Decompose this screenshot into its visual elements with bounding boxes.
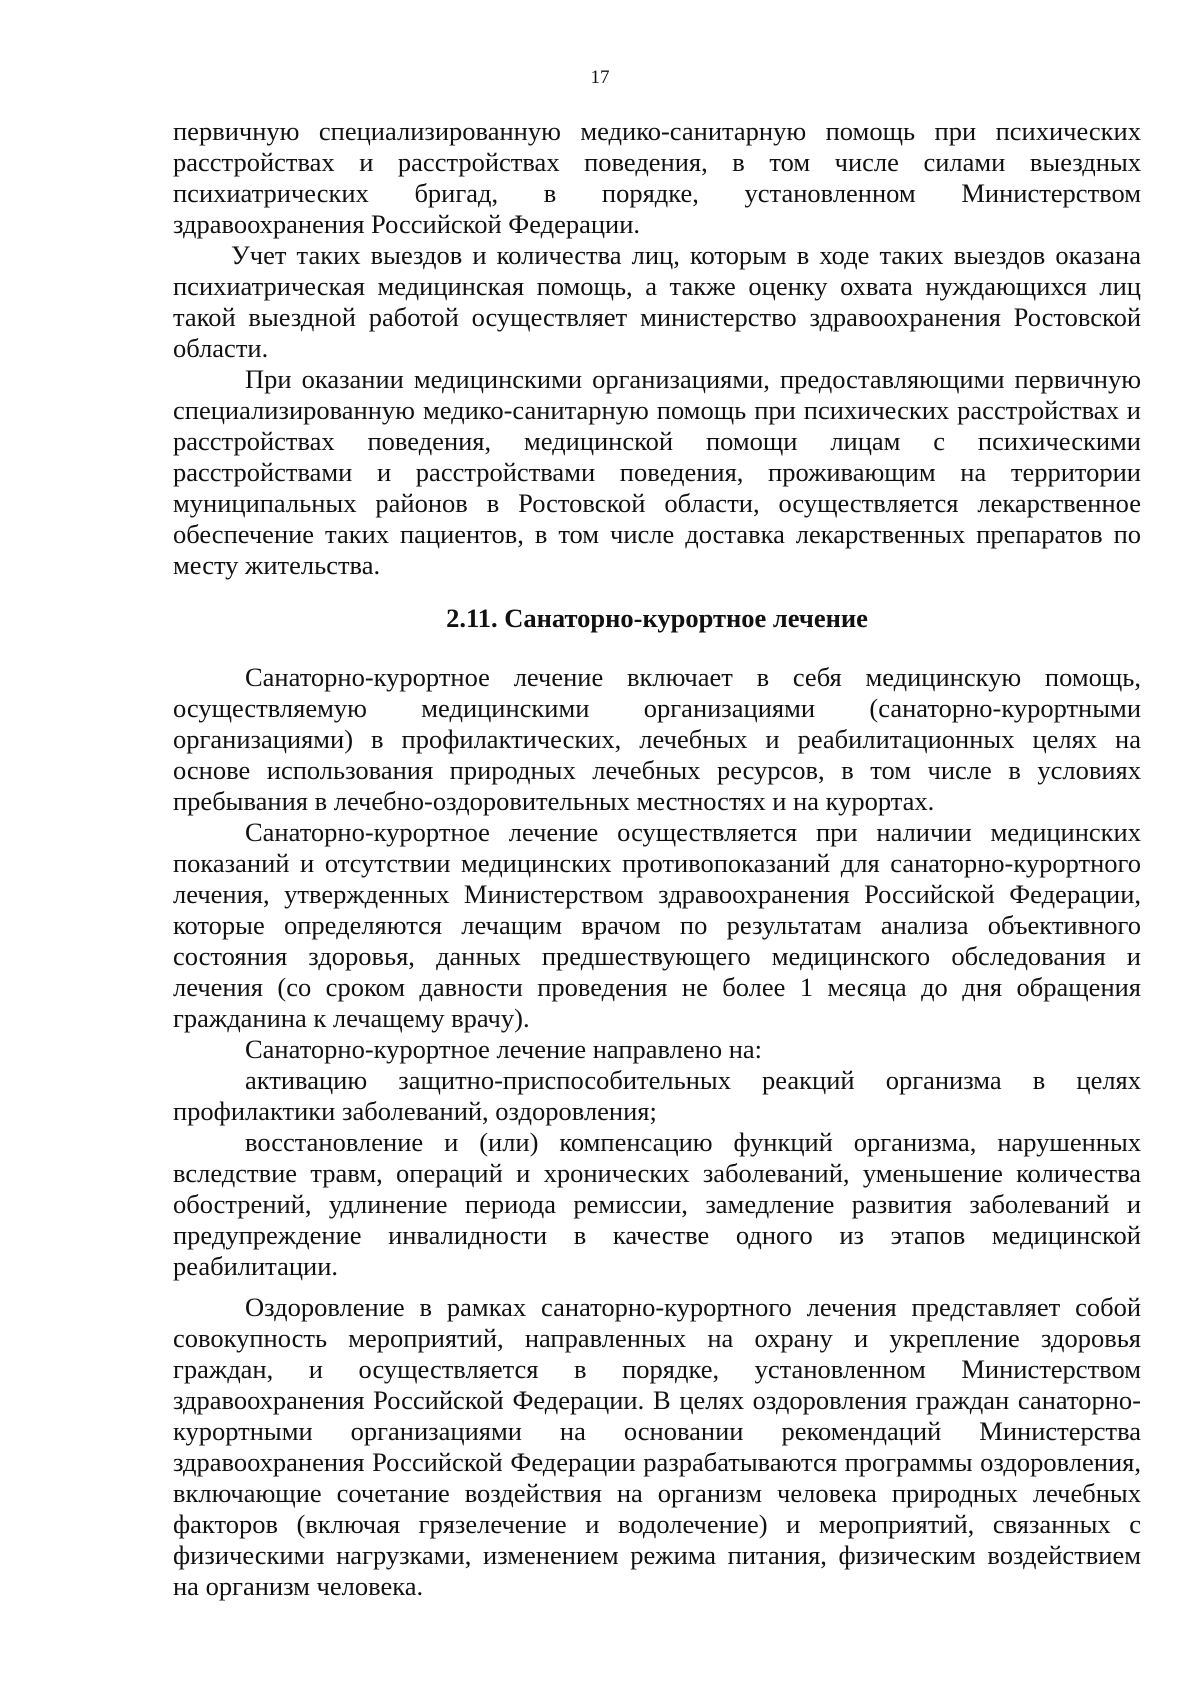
- document-body: [173, 116, 1141, 1602]
- paragraph-sanatorium-indications: Санаторно-курортное лечение осуществляется при наличии медицинских показаний и отсутствии медицинских противопоказаний для санаторно-курортного лечения, утвержденных Министерством здравоохранения Российской Федерации, которые определяются лечащим врачом по результатам анализа объективного состояния здоровья, данных предшествующего медицинского обследования и лечения (со сроком давности проведения не более 1 месяца до дня обращения гражданина к лечащему врачу).: [173, 817, 1141, 1033]
- list-item-activation: активацию защитно-приспособительных реакций организма в целях профилактики заболеваний, оздоровления;: [173, 1065, 1141, 1126]
- page-number: 17: [590, 67, 610, 88]
- paragraph-continued: первичную специализированную медико-санитарную помощь при психических расстройствах и расстройствах поведения, в том числе силами выездных психиатрических бригад, в порядке, установленном Министерством здравоохранения Российской Федерации.: [173, 116, 1141, 239]
- paragraph-visits-accounting: Учет таких выездов и количества лиц, которым в ходе таких выездов оказана психиатрическая медицинская помощь, а также оценку охвата нуждающихся лиц такой выездной работой осуществляет министерство здравоохранения Ростовской области.: [173, 240, 1141, 363]
- list-item-restoration: восстановление и (или) компенсацию функций организма, нарушенных вследствие травм, операций и хронических заболеваний, уменьшение количества обострений, удлинение периода ремиссии, замедление развития заболеваний и предупреждение инвалидности в качестве одного из этапов медицинской реабилитации.: [173, 1127, 1141, 1281]
- paragraph-sanatorium-aims-intro: Санаторно-курортное лечение направлено на:: [245, 1034, 763, 1064]
- paragraph-sanatorium-definition: Санаторно-курортное лечение включает в себя медицинскую помощь, осуществляемую медицинскими организациями (санаторно-курортными организациями) в профилактических, лечебных и реабилитационных целях на основе использования природных лечебных ресурсов, в том числе в условиях пребывания в лечебно-оздоровительных местностях и на курортах.: [173, 662, 1141, 816]
- paragraph-drug-provision: При оказании медицинскими организациями, предоставляющими первичную специализированную медико-санитарную помощь при психических расстройствах и расстройствах поведения, медицинской помощи лицам с психическими расстройствами и расстройствами поведения, проживающим на территории муниципальных районов в Ростовской области, осуществляется лекарственное обеспечение таких пациентов, в том числе доставка лекарственных препаратов по месту жительства.: [173, 364, 1141, 580]
- paragraph-health-improvement: Оздоровление в рамках санаторно-курортного лечения представляет собой совокупность мероприятий, направленных на охрану и укрепление здоровья граждан, и осуществляется в порядке, установленном Министерством здравоохранения Российской Федерации. В целях оздоровления граждан санаторно-курортными организациями на основании рекомендаций Министерства здравоохранения Российской Федерации разрабатываются программы оздоровления, включающие сочетание воздействия на организм человека природных лечебных факторов (включая грязелечение и водолечение) и мероприятий, связанных с физическими нагрузками, изменением режима питания, физическим воздействием на организм человека.: [173, 1292, 1141, 1601]
- section-heading: 2.11. Санаторно-курортное лечение: [446, 603, 868, 633]
